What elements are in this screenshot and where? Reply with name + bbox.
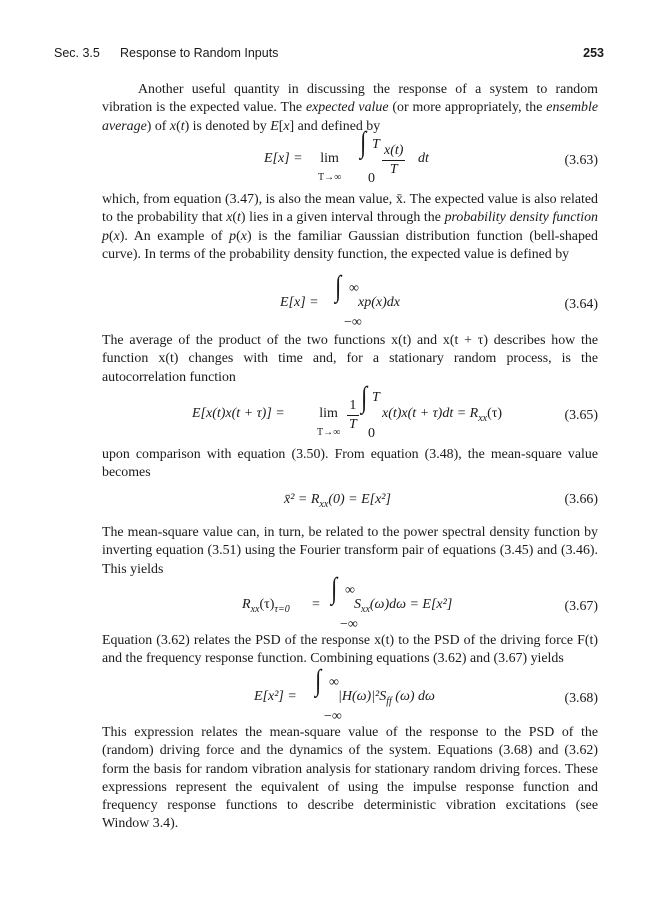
equation-3-63: E[x] = lim T→∞ ∫ T 0 $\frac{x(t)}{T}$ dt (3.63) [264, 126, 598, 186]
page-header [54, 46, 604, 64]
paragraph-6: Equation (3.62) relates the PSD of the response x(t) to the PSD of the driving force F(t) and the frequency response function. Combining equations (3.62) and (3.67) yields [102, 633, 598, 667]
paragraph-4: upon comparison with equation (3.50). From equation (3.48), the mean-square value becomes [102, 447, 598, 481]
running-title: Response to Random Inputs [120, 46, 279, 60]
page-number: 253 [583, 46, 604, 60]
section-number: Sec. 3.5 [54, 46, 100, 60]
paragraph-3: The average of the product of the two functions x(t) and x(t + τ) describes how the function x(t) changes with time and, for a stationary random process, is the autocorrelation function [102, 333, 598, 385]
equation-3-65: E[x(t)x(t + τ)] = lim T→∞ $\frac{1}{T}$ ∫ T 0 $x(t)x(t + \tau)dt = R_{xx}(\tau)$ (3.65) [192, 381, 598, 441]
equation-3-66: x̄² = $R_{xx}(0) = E[x^2]$ (3.66) [284, 492, 598, 510]
equation-3-68: E[x²] = ∫ ∞ −∞ $|H(\omega)|^2S_{ff}$ (ω) dω (3.68) [254, 664, 598, 724]
paragraph-5: The mean-square value can, in turn, be related to the power spectral density function by inverting equation (3.51) using the Fourier transform pair of equations (3.45) and (3.46). This yields [102, 525, 598, 577]
paragraph-2: which, from equation (3.47), is also the mean value, x̄. The expected value is also related to the probability that x(t) lies in a given interval through the probability density function p(x). An example of p(x) is the familiar Gaussian distribution function (bell-shaped curve). In terms of the probability density function, the expected value is defined by [102, 192, 598, 262]
paragraph-7: This expression relates the mean-square value of the response to the PSD of the (random) driving force and the dynamics of the system. Equations (3.68) and (3.62) form the basis for random vibration analysis for stationary random driving forces. These expressions represent the equivalent of using the impulse response function and frequency response functions to describe deterministic vibration excitations (see Window 3.4). [102, 725, 598, 832]
equation-3-64: E[x] = ∫ ∞ −∞ xp(x)dx (3.64) [280, 270, 598, 330]
equation-3-67: $R_{xx}(\tau)_{\tau=0}$ = ∫ ∞ −∞ $S_{xx}(\omega)d\omega = E[x^2]$ (3.67) [242, 572, 598, 632]
paragraph-1: Another useful quantity in discussing the response of a system to random vibration is the expected value. The expected value (or more appropriately, the ensemble average) of x(t) is denoted by E[x] and defined by [102, 82, 598, 134]
